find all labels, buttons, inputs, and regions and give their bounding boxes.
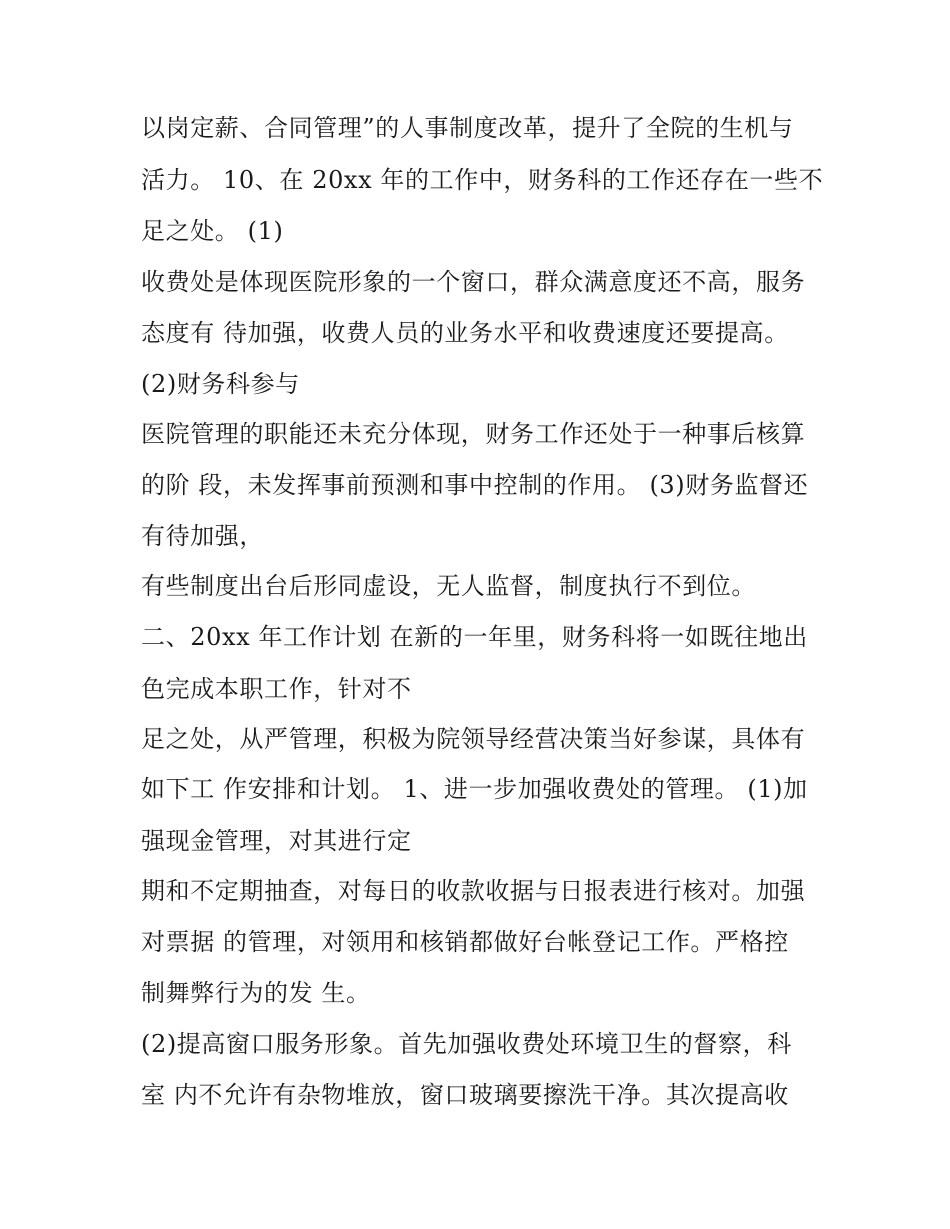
text-line: 室 内不允许有杂物堆放，窗口玻璃要擦洗干净。其次提高收 bbox=[141, 1081, 789, 1109]
text-line: 活力。 10、在 20xx 年的工作中，财务科的工作还存在一些不 bbox=[141, 166, 824, 194]
text-line: 对票据 的管理，对领用和核销都做好台帐登记工作。严格控 bbox=[141, 928, 789, 956]
text-line: 如下工 作安排和计划。 1、进一步加强收费处的管理。 (1)加 bbox=[141, 775, 808, 803]
text-line: 医院管理的职能还未充分体现，财务工作还处于一种事后核算 bbox=[141, 420, 806, 448]
text-line: 色完成本职工作，针对不 bbox=[141, 675, 412, 703]
text-line: 制舞弊行为的发 生。 bbox=[141, 979, 371, 1007]
text-line: 二、20xx 年工作计划 在新的一年里，财务科将一如既往地出 bbox=[141, 623, 808, 651]
text-line: 收费处是体现医院形象的一个窗口，群众满意度还不高，服务 bbox=[141, 268, 806, 296]
text-line: 的阶 段，未发挥事前预测和事中控制的作用。 (3)财务监督还 bbox=[141, 471, 809, 499]
text-line: 有待加强， bbox=[141, 522, 264, 550]
text-line: 以岗定薪、合同管理”的人事制度改革，提升了全院的生机与 bbox=[141, 114, 794, 142]
text-line: 态度有 待加强，收费人员的业务水平和收费速度还要提高。 bbox=[141, 319, 789, 347]
text-line: (2)财务科参与 bbox=[141, 370, 300, 398]
text-line: (2)提高窗口服务形象。首先加强收费处环境卫生的督察，科 bbox=[141, 1030, 792, 1058]
text-line: 足之处。 (1) bbox=[141, 217, 284, 245]
text-line: 足之处，从严管理，积极为院领导经营决策当好参谋，具体有 bbox=[141, 725, 806, 753]
text-line: 强现金管理，对其进行定 bbox=[141, 827, 412, 855]
text-line: 期和不定期抽查，对每日的收款收据与日报表进行核对。加强 bbox=[141, 877, 806, 905]
text-line: 有些制度出台后形同虚设，无人监督，制度执行不到位。 bbox=[141, 572, 756, 600]
